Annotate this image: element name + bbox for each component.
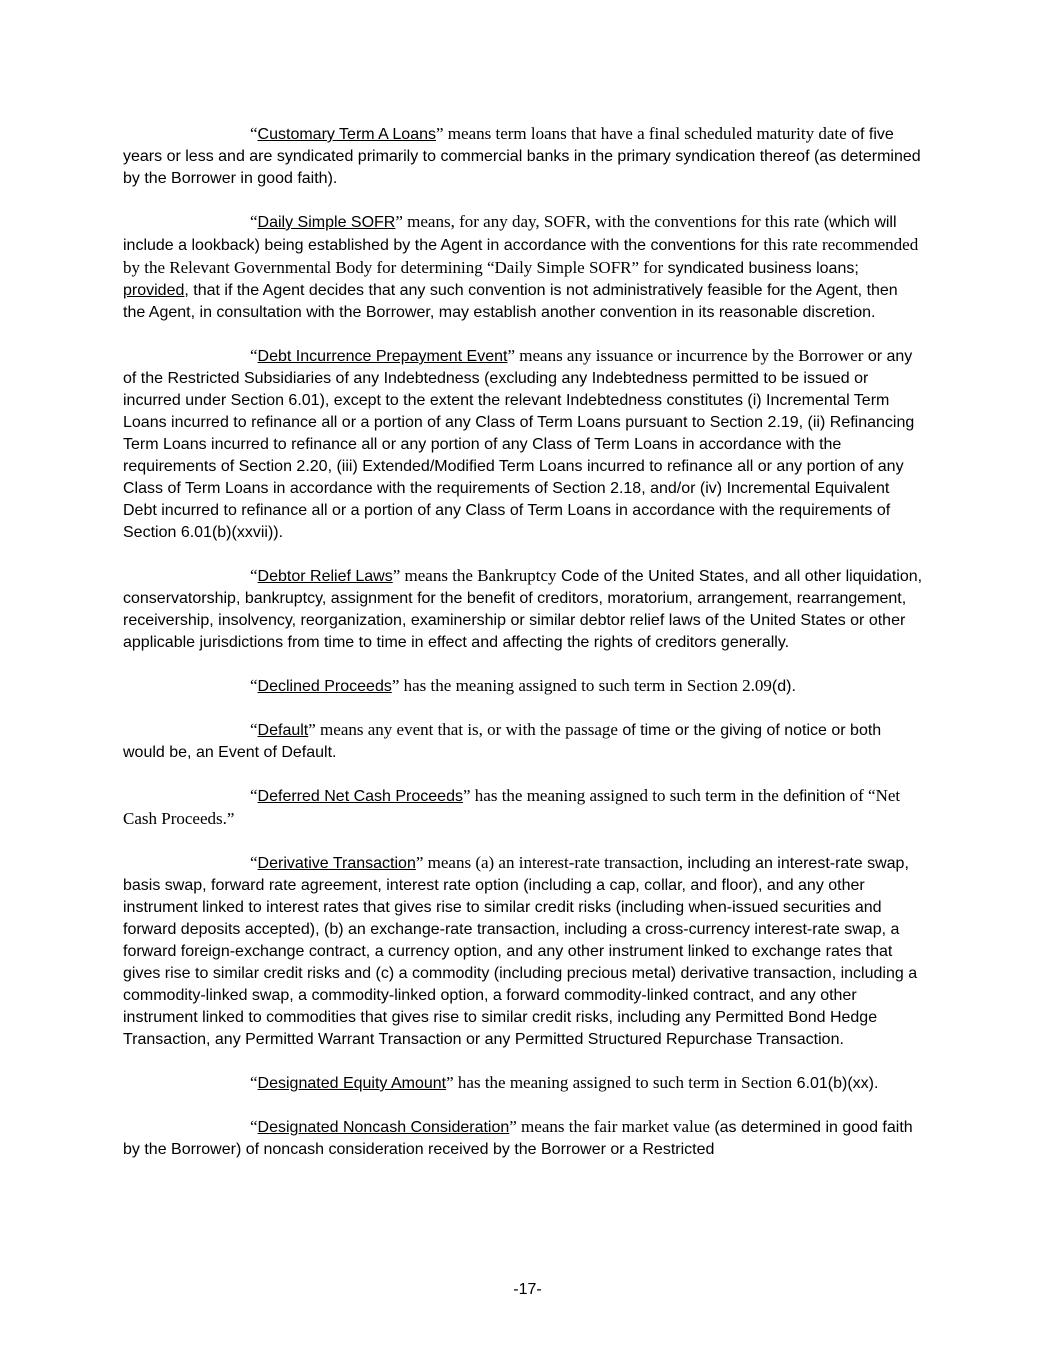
definition-text: of time or the giving of notice or both would be, an Event of Default. [123, 722, 882, 761]
definition-derivative-transaction [123, 852, 923, 1051]
definition-text: syndicated business loans; [663, 260, 859, 277]
definition-text: of five years or less and are syndicated primarily to commercial banks in the primary syndication thereof (as determined by the Borrower in good faith). [123, 126, 921, 187]
definition-lead: ” means the fair market value [509, 1117, 710, 1136]
definition-designated-noncash-consideration [123, 1116, 923, 1161]
open-quote: “ [250, 346, 258, 365]
definition-lead: ” has the meaning assigned to such term in the de [462, 786, 800, 805]
definition-text: , that if the Agent decides that any such convention is not administratively feasible for the Agent, then the Agent, in consultation with the Borrower, may establish another convention in its reasonable discretion. [123, 282, 898, 321]
definition-lead: ” means, for any day, SOFR, with the conventions for this rate [395, 212, 820, 231]
open-quote: “ [250, 786, 258, 805]
definition-daily-simple-sofr [123, 211, 923, 324]
definition-text-serif: this rate recommended by the Relevant Governmental Body for determining “Daily Simple SOFR” for [123, 235, 919, 277]
definitions-body [123, 123, 923, 1182]
open-quote: “ [250, 566, 258, 585]
definition-lead: ” means term loans that have a final scheduled maturity date [436, 124, 847, 143]
open-quote: “ [250, 720, 258, 739]
definition-designated-equity-amount [123, 1072, 923, 1095]
defined-term: Debtor Relief Laws [257, 568, 393, 585]
definition-text: (as determined in good faith by the Borrower) of noncash consideration received by the Borrower or a Restricted [123, 1119, 913, 1158]
open-quote: “ [250, 676, 258, 695]
definition-default [123, 719, 923, 764]
defined-term: Derivative Transaction [257, 855, 416, 872]
definition-text: including an interest-rate swap, basis swap, forward rate agreement, interest rate option (including a cap, collar, and floor), and any other instrument linked to interest rates that gives rise to similar credit risks (including when-issued securities and forward deposits accepted), (b) an exchange-rate transaction, including a cross-currency interest-rate swap, a forward foreign-exchange contract, a currency option, and any other instrument linked to exchange rates that gives rise to similar credit risks and (c) a commodity (including precious metal) derivative transaction, including a commodity-linked swap, a commodity-linked option, a forward commodity-linked contract, and any other instrument linked to commodities that gives rise to similar credit risks, including any Permitted Bond Hedge Transaction, any Permitted Warrant Transaction or any Permitted Structured Repurchase Transaction. [123, 855, 918, 1048]
defined-term: Designated Equity Amount [257, 1075, 447, 1092]
provided-term: provided [123, 282, 185, 299]
definition-text: Code of the United States, and all other liquidation, conservatorship, bankruptcy, assignment for the benefit of creditors, moratorium, arrangement, rearrangement, receivership, insolvency, reorganization, examinership or similar debtor relief laws of the United States or other applicable jurisdictions from time to time in effect and affecting the rights of creditors generally. [123, 568, 923, 651]
definition-lead: ” has the meaning assigned to such term in Section [446, 1073, 793, 1092]
defined-term: Customary Term A Loans [257, 126, 436, 143]
defined-term: Debt Incurrence Prepayment Event [257, 348, 508, 365]
definition-declined-proceeds [123, 675, 923, 698]
definition-lead: ” means any issuance or incurrence by the Borrower [507, 346, 864, 365]
defined-term: Daily Simple SOFR [257, 214, 396, 231]
defined-term: Declined Proceeds [257, 678, 392, 695]
open-quote: “ [250, 124, 258, 143]
definition-text: finition [799, 788, 846, 805]
definition-text: (which will include a lookback) being established by the Agent in accordance with the conventions for [123, 214, 897, 254]
definition-lead: ” means the Bankruptcy [392, 566, 557, 585]
definition-debt-incurrence-prepayment-event [123, 345, 923, 544]
defined-term: Deferred Net Cash Proceeds [257, 788, 463, 805]
open-quote: “ [250, 212, 258, 231]
definition-lead: ” means (a) an interest-rate transaction, [415, 853, 683, 872]
definition-debtor-relief-laws [123, 565, 923, 654]
page-number: -17- [513, 1281, 542, 1298]
definition-customary-term-a-loans [123, 123, 923, 190]
open-quote: “ [250, 1073, 258, 1092]
definition-deferred-net-cash-proceeds [123, 785, 923, 831]
definition-text: or any of the Restricted Subsidiaries of any Indebtedness (excluding any Indebtedness permitted to be issued or incurred under Section 6.01), except to the extent the relevant Indebtedness constitutes (i) Incremental Term Loans incurred to refinance all or a portion of any Class of Term Loans pursuant to Section 2.19, (ii) Refinancing Term Loans incurred to refinance all or any portion of any Class of Term Loans in accordance with the requirements of Section 2.20, (iii) Extended/Modified Term Loans incurred to refinance all or any portion of any Class of Term Loans in accordance with the requirements of Section 2.18, and/or (iv) Incremental Equivalent Debt incurred to refinance all or a portion of any Class of Term Loans in accordance with the requirements of Section 6.01(b)(xxvii)). [123, 348, 915, 541]
definition-tail: of “Net Cash Proceeds.” [123, 786, 901, 828]
defined-term: Designated Noncash Consideration [257, 1119, 510, 1136]
open-quote: “ [250, 1117, 258, 1136]
definition-lead: ” has the meaning assigned to such term in Section 2.09 [391, 676, 772, 695]
definition-text: 6.01(b)(xx). [792, 1075, 879, 1092]
defined-term: Default [257, 722, 309, 739]
open-quote: “ [250, 853, 258, 872]
definition-lead: ” means any event that is, or with the passage [308, 720, 618, 739]
definition-text: (d). [771, 678, 796, 695]
